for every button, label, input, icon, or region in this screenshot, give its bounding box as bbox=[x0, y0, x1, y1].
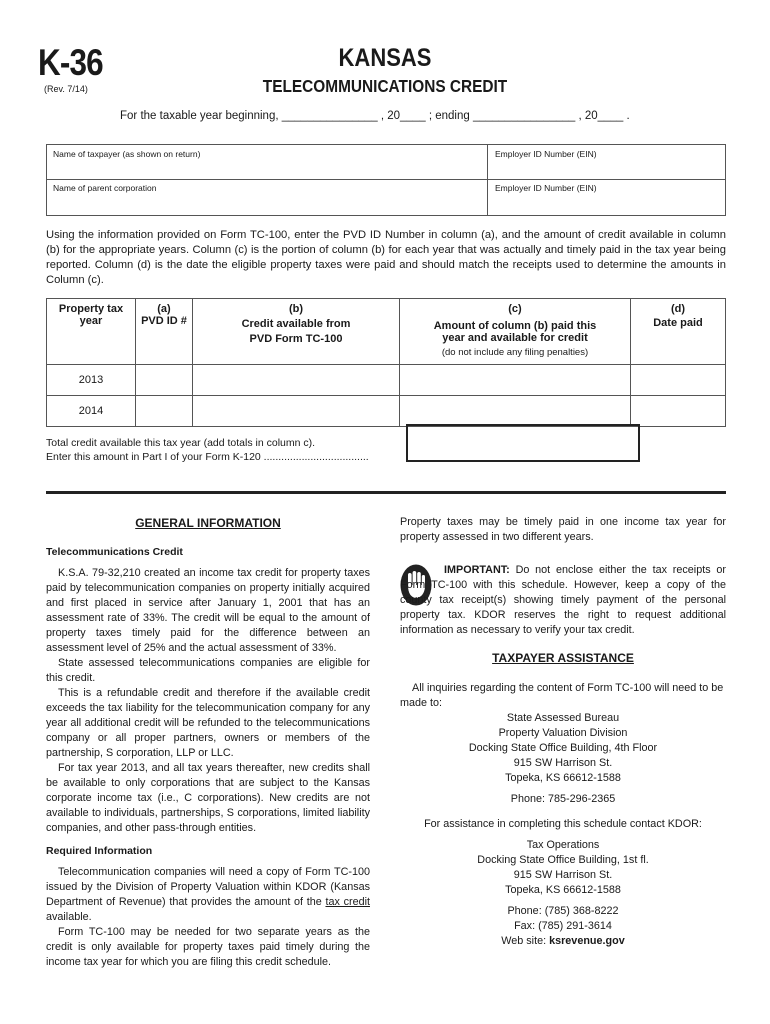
credit-available-input[interactable] bbox=[193, 365, 400, 396]
general-paragraph: This is a refundable credit and therefore if the available credit exceeds the tax liability for the telecommunication company for any year all additional credit will be refunded to the telecommunications company or all proper partners, owners or members of the partnership, S corporation, LLP or LLC. bbox=[46, 687, 370, 759]
tax-credit-link[interactable]: tax credit bbox=[325, 896, 370, 908]
telecom-credit-subheading: Telecommunications Credit bbox=[46, 546, 183, 558]
timely-paid-paragraph: Property taxes may be timely paid in one income tax year for property assessed in two different years. bbox=[400, 516, 726, 543]
total-credit-label: Total credit available this tax year (add totals in column c). Enter this amount in Part I of your Form K-120 .................................... bbox=[46, 437, 369, 463]
taxpayer-name-field[interactable]: Name of taxpayer (as shown on return) bbox=[53, 149, 201, 159]
divider bbox=[47, 179, 725, 180]
ein-field-2[interactable]: Employer ID Number (EIN) bbox=[495, 183, 597, 193]
general-information-heading: GENERAL INFORMATION bbox=[135, 516, 281, 530]
amount-paid-input[interactable] bbox=[400, 396, 631, 427]
row-year-2013: 2013 bbox=[47, 365, 136, 396]
section-divider bbox=[46, 491, 726, 494]
date-paid-input[interactable] bbox=[631, 365, 726, 396]
pvd-phone: Phone: 785-296-2365 bbox=[510, 793, 616, 805]
ein-field-1[interactable]: Employer ID Number (EIN) bbox=[495, 149, 597, 159]
taxable-year-line[interactable]: For the taxable year beginning, _______________ , 20____ ; ending ________________ , 20____ . bbox=[120, 110, 630, 122]
kdor-fax: Fax: (785) 291-3614 bbox=[514, 920, 612, 932]
general-paragraph: Telecommunication companies will need a copy of Form TC-100 issued by the Division of Property Valuation within KDOR (Kansas Department of Revenue) that provides the amount of the tax credit available. bbox=[46, 866, 370, 923]
header-credit-available: (b) Credit available from PVD Form TC-100 bbox=[193, 299, 400, 365]
divider bbox=[487, 145, 488, 215]
general-paragraph: Form TC-100 may be needed for two separate years as the credit is only available for property taxes paid timely during the income tax year for which you are filing this credit schedule. bbox=[46, 926, 370, 968]
total-credit-input[interactable] bbox=[406, 424, 640, 462]
pvd-address: State Assessed Bureau Property Valuation Division Docking State Office Building, 4th Floor 915 SW Harrison St. Topeka, KS 66612-1588 bbox=[468, 712, 658, 784]
date-paid-input[interactable] bbox=[631, 396, 726, 427]
instructions-paragraph: Using the information provided on Form TC-100, enter the PVD ID Number in column (a), and the amount of credit available in column (b) for the appropriate years. Column (c) is the portion of column (b) for each year that was actually and timely paid in the tax year being reported. Column (d) is the date the eligible property taxes were paid and should match the receipts used to determine the amounts in Column (c). bbox=[46, 229, 726, 286]
header-pvd-id: (a) PVD ID # bbox=[136, 299, 193, 365]
general-information-section bbox=[46, 516, 370, 970]
kdor-assist-text: For assistance in completing this schedule contact KDOR: bbox=[424, 818, 702, 830]
general-paragraph: State assessed telecommunications companies are eligible for this credit. bbox=[46, 657, 370, 684]
important-notice: IMPORTANT: Do not enclose either the tax receipts or Form TC-100 with this schedule. However, keep a copy of the county tax receipt(s) showing timely payment of the personal property tax. KDOR reserves the right to request additional information as necessary to verify your tax credit. bbox=[400, 564, 726, 636]
form-title: TELECOMMUNICATIONS CREDIT bbox=[262, 76, 508, 96]
website-link[interactable]: ksrevenue.gov bbox=[549, 935, 625, 947]
taxpayer-assistance-heading: TAXPAYER ASSISTANCE bbox=[492, 651, 634, 665]
credit-available-input[interactable] bbox=[193, 396, 400, 427]
row-year-2014: 2014 bbox=[47, 396, 136, 427]
state-title: KANSAS bbox=[338, 44, 432, 72]
header-amount-paid: (c) Amount of column (b) paid this year and available for credit (do not include any filing penalties) bbox=[400, 299, 631, 365]
required-info-subheading: Required Information bbox=[46, 845, 153, 857]
credit-table bbox=[46, 298, 726, 427]
table-row bbox=[47, 396, 726, 427]
general-paragraph: K.S.A. 79-32,210 created an income tax credit for property taxes paid by telecommunication companies on property initially acquired and first placed in service after January 1, 2001 that has an assessment rate of 33%. The credit will be equal to the amount of property taxes timely paid for the difference between an assessment level of 25% and the actual assessment of 33%. bbox=[46, 567, 370, 654]
header-property-tax-year: Property tax year bbox=[47, 299, 136, 365]
pvd-id-input[interactable] bbox=[136, 365, 193, 396]
assist-intro: All inquiries regarding the content of Form TC-100 will need to be made to: bbox=[400, 682, 724, 709]
taxpayer-assistance-section bbox=[400, 651, 726, 949]
revision-date: (Rev. 7/14) bbox=[44, 84, 88, 94]
table-row bbox=[47, 365, 726, 396]
kdor-website: Web site: ksrevenue.gov bbox=[501, 935, 625, 947]
taxpayer-info-box bbox=[46, 144, 726, 216]
right-column bbox=[400, 515, 726, 545]
parent-corporation-field[interactable]: Name of parent corporation bbox=[53, 183, 157, 193]
general-paragraph: For tax year 2013, and all tax years thereafter, new credits shall be available to only corporations that are subject to the Kansas corporate income tax (i.e., C corporations). New credits are not available to individuals, partnerships, S corporations, limited liability companies, and other pass-through entities. bbox=[46, 762, 370, 834]
header-date-paid: (d) Date paid bbox=[631, 299, 726, 365]
amount-paid-input[interactable] bbox=[400, 365, 631, 396]
form-number: K-36 bbox=[38, 42, 103, 83]
kdor-phone: Phone: (785) 368-8222 bbox=[507, 905, 619, 917]
pvd-id-input[interactable] bbox=[136, 396, 193, 427]
kdor-address: Tax Operations Docking State Office Building, 1st fl. 915 SW Harrison St. Topeka, KS 66612-1588 bbox=[477, 839, 649, 896]
